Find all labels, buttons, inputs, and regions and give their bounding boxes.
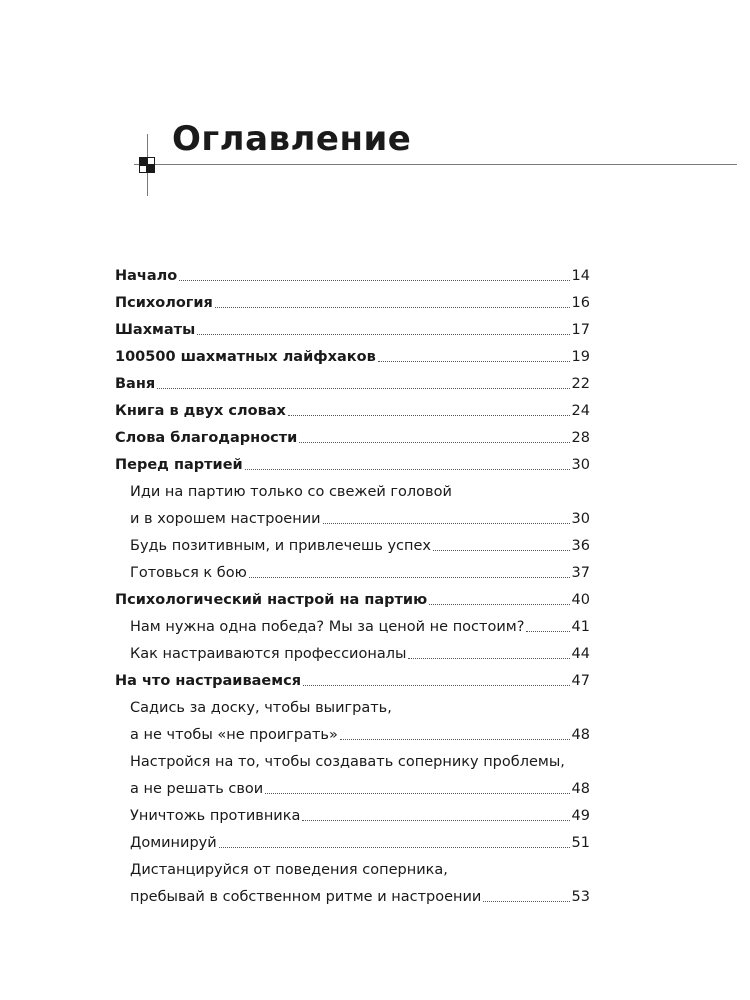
toc-entry xyxy=(115,853,590,880)
toc-dot-leader xyxy=(303,685,570,686)
toc-entry-title: Доминируй xyxy=(130,835,217,851)
toc-dot-leader xyxy=(197,334,569,335)
toc-entry-title: Нам нужна одна победа? Мы за ценой не постоим? xyxy=(130,619,525,635)
toc-entry xyxy=(115,394,590,421)
toc-entry-title: На что настраиваемся xyxy=(115,673,302,689)
toc-dot-leader xyxy=(526,631,569,632)
toc-dot-leader xyxy=(249,577,570,578)
page-title: Оглавление xyxy=(172,119,412,159)
toc-dot-leader xyxy=(215,307,570,308)
toc-entry-title: Дистанцируйся от поведения соперника, xyxy=(130,862,448,878)
toc-entry-title: Настройся на то, чтобы создавать сопернику проблемы, xyxy=(130,754,565,770)
toc-entry xyxy=(115,367,590,394)
toc-entry xyxy=(115,826,590,853)
toc-entry xyxy=(115,745,590,772)
toc-dot-leader xyxy=(408,658,569,659)
toc-entry xyxy=(115,637,590,664)
toc-entry xyxy=(115,529,590,556)
toc-page-number: 30 xyxy=(571,457,590,473)
toc-entry-title: Книга в двух словах xyxy=(115,403,286,419)
toc-entry-title: Начало xyxy=(115,268,178,284)
toc-dot-leader xyxy=(157,388,569,389)
toc-entry-title: Будь позитивным, и привлечешь успех xyxy=(130,538,432,554)
toc-dot-leader xyxy=(323,523,570,524)
toc-page-number: 49 xyxy=(571,808,590,824)
toc-dot-leader xyxy=(219,847,570,848)
toc-entry-title: 100500 шахматных лайфхаков xyxy=(115,349,376,365)
toc-page-number: 24 xyxy=(571,403,590,419)
title-ornament-horizontal-line xyxy=(134,164,737,165)
toc-entry xyxy=(115,475,590,502)
toc-page-number: 41 xyxy=(571,619,590,635)
toc-page-number: 14 xyxy=(571,268,590,284)
toc-entry xyxy=(115,772,590,799)
toc-entry-title: Уничтожь противника xyxy=(130,808,301,824)
toc-entry-title: а не решать свои xyxy=(130,781,264,797)
toc-page-number: 53 xyxy=(571,889,590,905)
toc-entry xyxy=(115,718,590,745)
toc-entry-title: Иди на партию только со свежей головой xyxy=(130,484,452,500)
toc-entry xyxy=(115,313,590,340)
table-of-contents xyxy=(115,259,590,907)
toc-dot-leader xyxy=(340,739,570,740)
toc-entry-title: Перед партией xyxy=(115,457,243,473)
toc-page-number: 36 xyxy=(571,538,590,554)
toc-entry-title: Психология xyxy=(115,295,213,311)
toc-dot-leader xyxy=(302,820,569,821)
toc-page-number: 16 xyxy=(571,295,590,311)
toc-page-number: 28 xyxy=(571,430,590,446)
toc-entry-title: Садись за доску, чтобы выиграть, xyxy=(130,700,392,716)
toc-entry xyxy=(115,259,590,286)
toc-dot-leader xyxy=(429,604,569,605)
toc-entry-title: Ваня xyxy=(115,376,156,392)
toc-page-number: 40 xyxy=(571,592,590,608)
toc-dot-leader xyxy=(433,550,570,551)
toc-dot-leader xyxy=(288,415,570,416)
toc-page-number: 17 xyxy=(571,322,590,338)
toc-entry-title: и в хорошем настроении xyxy=(130,511,321,527)
toc-entry xyxy=(115,502,590,529)
toc-page-number: 44 xyxy=(571,646,590,662)
toc-dot-leader xyxy=(483,901,569,902)
toc-entry xyxy=(115,880,590,907)
toc-entry xyxy=(115,421,590,448)
toc-entry-title: Психологический настрой на партию xyxy=(115,592,428,608)
toc-entry xyxy=(115,340,590,367)
toc-entry-title: Слова благодарности xyxy=(115,430,298,446)
toc-entry xyxy=(115,691,590,718)
toc-entry-title: Как настраиваются профессионалы xyxy=(130,646,407,662)
toc-entry xyxy=(115,556,590,583)
toc-page-number: 30 xyxy=(571,511,590,527)
chessboard-icon xyxy=(139,157,155,173)
toc-entry-title: а не чтобы «не проиграть» xyxy=(130,727,338,743)
toc-entry-title: пребывай в собственном ритме и настроении xyxy=(130,889,482,905)
toc-dot-leader xyxy=(299,442,569,443)
toc-page-number: 48 xyxy=(571,781,590,797)
toc-entry xyxy=(115,583,590,610)
toc-dot-leader xyxy=(245,469,570,470)
toc-page-number: 19 xyxy=(571,349,590,365)
toc-dot-leader xyxy=(179,280,569,281)
toc-entry xyxy=(115,286,590,313)
toc-entry xyxy=(115,610,590,637)
toc-entry-title: Готовься к бою xyxy=(130,565,247,581)
toc-entry-title: Шахматы xyxy=(115,322,196,338)
toc-dot-leader xyxy=(265,793,569,794)
toc-dot-leader xyxy=(378,361,570,362)
toc-page-number: 47 xyxy=(571,673,590,689)
toc-entry xyxy=(115,448,590,475)
toc-page-number: 22 xyxy=(571,376,590,392)
toc-page-number: 51 xyxy=(571,835,590,851)
toc-entry xyxy=(115,799,590,826)
toc-page-number: 37 xyxy=(571,565,590,581)
toc-page-number: 48 xyxy=(571,727,590,743)
toc-entry xyxy=(115,664,590,691)
